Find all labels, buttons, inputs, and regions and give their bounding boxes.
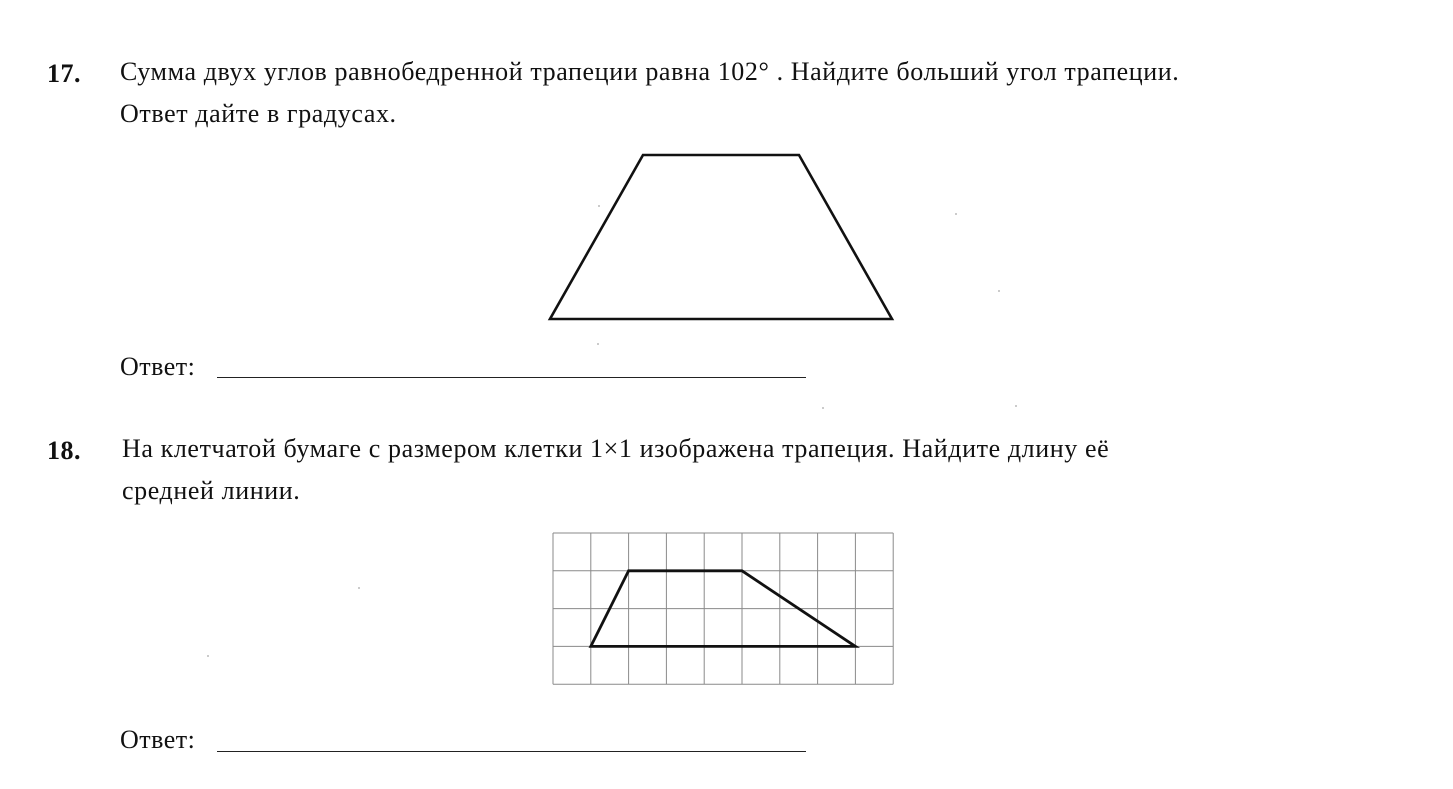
problem-17-answer-label: Ответ:: [120, 352, 196, 381]
scan-speck: [207, 655, 209, 657]
problem-17-text-line2: Ответ дайте в градусах.: [120, 99, 397, 128]
problem-18-text-line1: На клетчатой бумаге с размером клетки 1×1 изображена трапеция. Найдите длину её: [122, 434, 1110, 463]
scan-speck: [358, 587, 360, 589]
scan-speck: [1015, 405, 1017, 407]
problem-18-text-line2: средней линии.: [122, 476, 301, 505]
problem-18-answer-label: Ответ:: [120, 725, 196, 754]
problem-18-number: 18.: [47, 436, 81, 465]
grid-trapezoid-figure: [550, 530, 895, 690]
scan-speck: [822, 407, 824, 409]
scan-speck: [597, 343, 599, 345]
trapezoid-outline: [550, 155, 892, 319]
square-grid: [553, 533, 893, 684]
scan-speck: [998, 290, 1000, 292]
scan-speck: [955, 213, 957, 215]
scan-speck: [598, 205, 600, 207]
problem-17-answer-field[interactable]: [217, 377, 806, 378]
problem-18-answer-field[interactable]: [217, 751, 806, 752]
problem-17-text-line1: Сумма двух углов равнобедренной трапеции равна 102° . Найдите больший угол трапеции.: [120, 57, 1180, 86]
isosceles-trapezoid-figure: [540, 145, 900, 330]
problem-17-number: 17.: [47, 59, 81, 88]
